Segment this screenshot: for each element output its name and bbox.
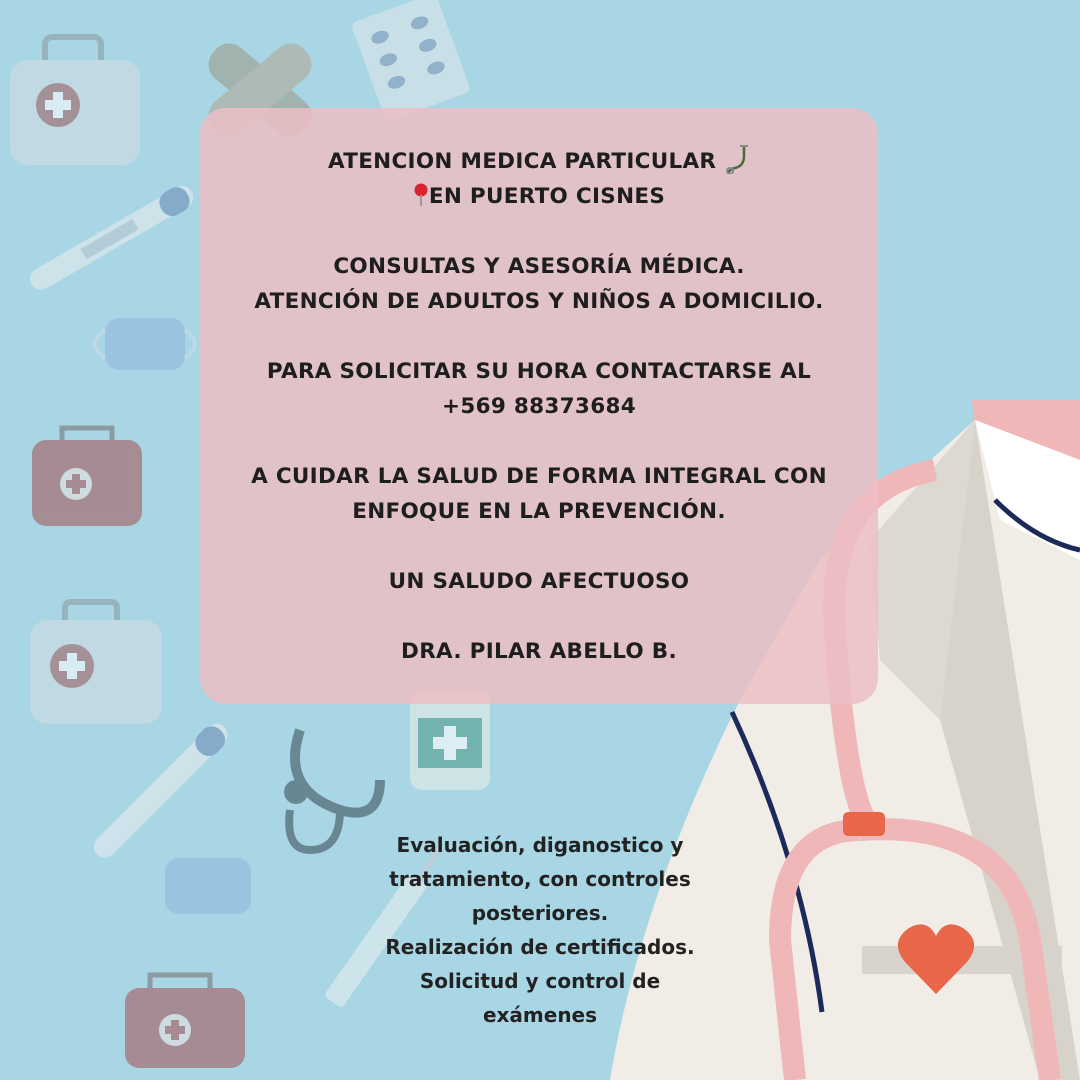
care-approach-line: A CUIDAR LA SALUD DE FORMA INTEGRAL CON bbox=[251, 464, 827, 489]
service-text: tratamiento, con controles bbox=[389, 867, 691, 891]
location-line bbox=[200, 179, 878, 214]
thermometer-icon bbox=[25, 180, 198, 295]
contact-line: PARA SOLICITAR SU HORA CONTACTARSE AL bbox=[266, 359, 812, 384]
face-mask-icon bbox=[165, 858, 251, 914]
greeting-line: UN SALUDO AFECTUOSO bbox=[388, 569, 690, 594]
service-text: posteriores. bbox=[471, 901, 609, 925]
service-text: Realización de certificados. bbox=[385, 935, 695, 959]
home-care-line: ATENCIÓN DE ADULTOS Y NIÑOS A DOMICILIO. bbox=[254, 289, 824, 314]
thermometer-icon bbox=[88, 718, 234, 864]
service-text: Evaluación, diganostico y bbox=[396, 833, 684, 857]
map-pin-icon bbox=[413, 183, 429, 207]
first-aid-kit-icon bbox=[125, 975, 245, 1068]
pill-pack-icon bbox=[351, 0, 471, 122]
doctor-signature: DRA. PILAR ABELLO B. bbox=[401, 639, 677, 664]
face-mask-icon bbox=[95, 318, 195, 370]
headline bbox=[200, 144, 878, 179]
first-aid-kit-icon bbox=[32, 428, 142, 526]
medicine-bottle-icon bbox=[410, 690, 490, 790]
stethoscope-icon bbox=[724, 144, 750, 174]
prevention-line: ENFOQUE EN LA PREVENCIÓN. bbox=[352, 499, 726, 524]
service-text: exámenes bbox=[482, 1003, 598, 1027]
announcement-text bbox=[200, 108, 878, 669]
services-line: CONSULTAS Y ASESORÍA MÉDICA. bbox=[333, 254, 745, 279]
phone-number: +569 88373684 bbox=[442, 394, 636, 419]
first-aid-kit-icon bbox=[10, 37, 140, 165]
stethoscope-icon bbox=[284, 730, 380, 850]
service-text: Solicitud y control de bbox=[419, 969, 661, 993]
first-aid-kit-icon bbox=[30, 602, 162, 724]
headline-text: ATENCION MEDICA PARTICULAR bbox=[327, 149, 717, 174]
services-list bbox=[370, 828, 710, 1032]
location-text: EN PUERTO CISNES bbox=[428, 184, 666, 209]
